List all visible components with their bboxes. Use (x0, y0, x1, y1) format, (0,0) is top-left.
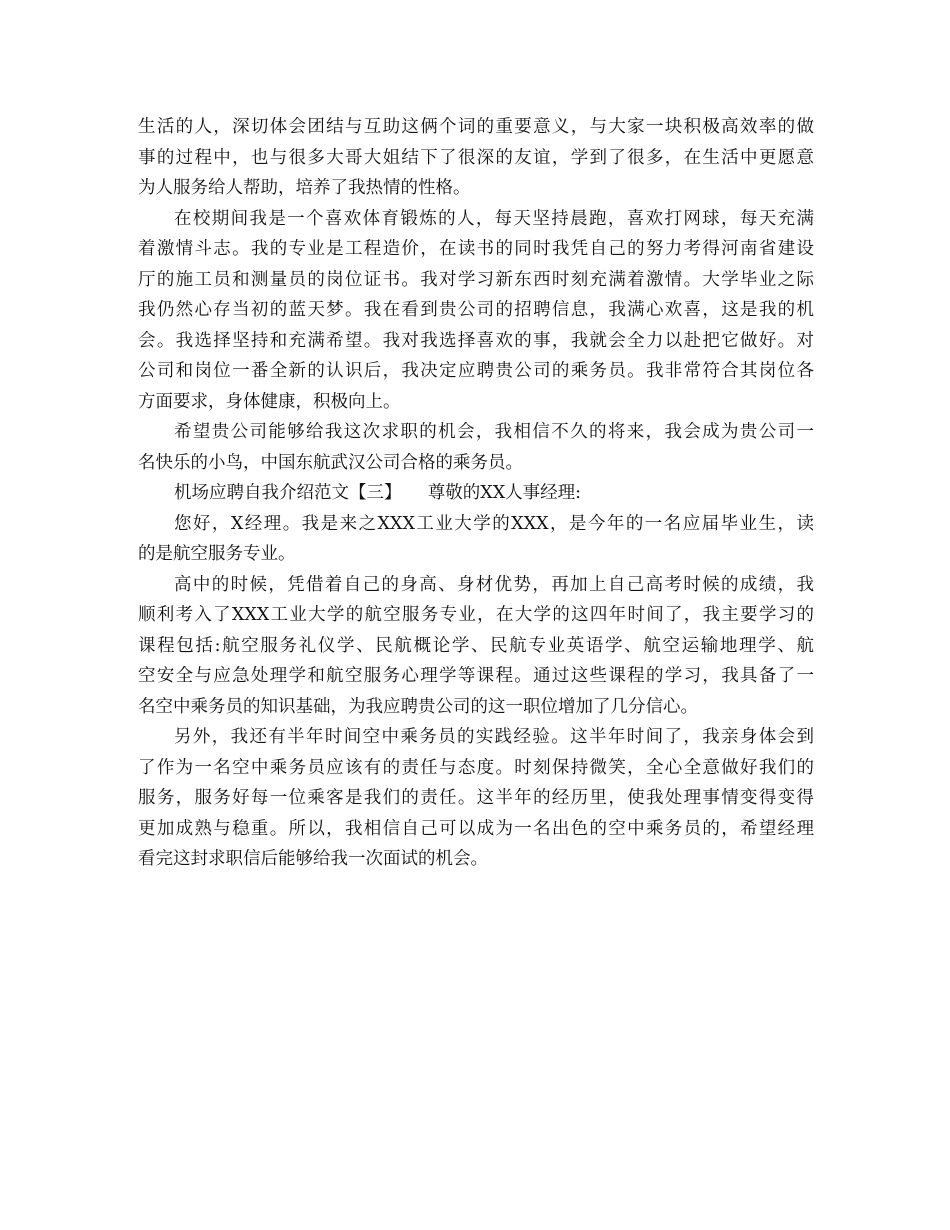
text-line: 了作为一名空中乘务员应该有的责任与态度。时刻保持微笑，全心全意做好我们的 (138, 757, 814, 778)
text-line: 生活的人，深切体会团结与互助这俩个词的重要意义，与大家一块积极高效率的做 (138, 117, 814, 137)
text-line: 机场应聘自我介绍范文【三】 尊敬的XX人事经理: (174, 483, 582, 503)
text-line: 公司和岗位一番全新的认识后，我决定应聘贵公司的乘务员。我非常符合其岗位各 (138, 361, 814, 381)
text-line: 名快乐的小鸟，中国东航武汉公司合格的乘务员。 (138, 452, 523, 473)
text-line: 为人服务给人帮助，培养了我热情的性格。 (138, 178, 471, 198)
text-line: 空安全与应急处理学和航空服务心理学等课程。通过这些课程的学习，我具备了一 (138, 666, 814, 686)
text-line: 的是航空服务专业。 (138, 544, 296, 564)
text-line: 希望贵公司能够给我这次求职的机会，我相信不久的将来，我会成为贵公司一 (174, 422, 814, 442)
document-body (138, 112, 814, 875)
text-line: 我仍然心存当初的蓝天梦。我在看到贵公司的招聘信息，我满心欢喜，这是我的机 (138, 300, 814, 320)
text-line: 会。我选择坚持和充满希望。我对我选择喜欢的事，我就会全力以赴把它做好。对 (138, 330, 814, 351)
text-line: 您好，X经理。我是来之XXX工业大学的XXX，是今年的一名应届毕业生，读 (174, 513, 814, 534)
text-line: 另外，我还有半年时间空中乘务员的实践经验。这半年时间了，我亲身体会到 (174, 727, 814, 747)
text-line: 名空中乘务员的知识基础，为我应聘贵公司的这一职位增加了几分信心。 (138, 696, 698, 717)
text-line: 课程包括:航空服务礼仪学、民航概论学、民航专业英语学、航空运输地理学、航 (138, 635, 814, 656)
text-line: 着激情斗志。我的专业是工程造价，在读书的同时我凭自己的努力考得河南省建设 (138, 239, 814, 259)
text-line: 服务，服务好每一位乘客是我们的责任。这半年的经历里，使我处理事情变得变得 (138, 788, 814, 808)
text-line: 顺利考入了XXX工业大学的航空服务专业，在大学的这四年时间了，我主要学习的 (138, 605, 814, 625)
text-line: 厅的施工员和测量员的岗位证书。我对学习新东西时刻充满着激情。大学毕业之际 (138, 269, 814, 290)
text-line: 在校期间我是一个喜欢体育锻炼的人，每天坚持晨跑，喜欢打网球，每天充满 (174, 208, 814, 229)
text-line: 事的过程中，也与很多大哥大姐结下了很深的友谊，学到了很多，在生活中更愿意 (138, 147, 814, 168)
text-line: 高中的时候，凭借着自己的身高、身材优势，再加上自己高考时候的成绩，我 (174, 574, 814, 595)
text-line: 更加成熟与稳重。所以，我相信自己可以成为一名出色的空中乘务员的，希望经理 (138, 818, 814, 839)
text-line: 看完这封求职信后能够给我一次面试的机会。 (138, 849, 488, 869)
text-line: 方面要求，身体健康，积极向上。 (138, 391, 401, 412)
